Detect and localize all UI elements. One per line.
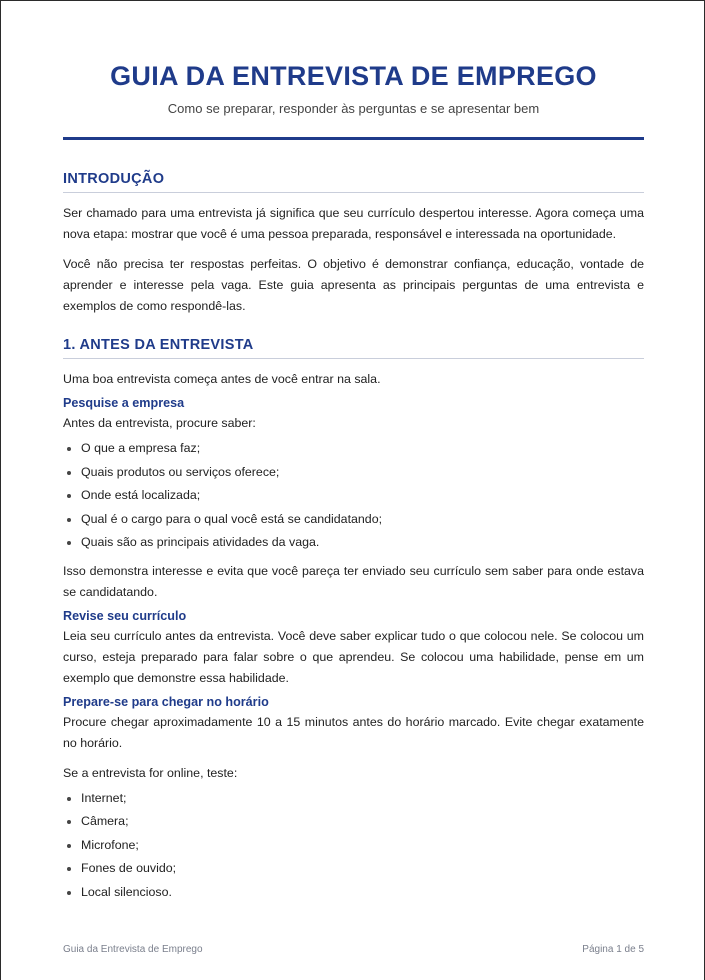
list-item: Quais são as principais atividades da vaga. [63,531,644,555]
footer-document-name: Guia da Entrevista de Emprego [63,944,203,955]
online-checklist [63,787,644,905]
section-heading-before-interview: 1. ANTES DA ENTREVISTA [63,337,644,359]
page-footer [63,944,644,955]
list-item: Local silencioso. [63,881,644,905]
research-lead: Antes da entrevista, procure saber: [63,416,256,430]
subheading-research-company: Pesquise a empresa [63,396,185,410]
document-subtitle: Como se preparar, responder às perguntas e se apresentar bem [167,101,540,116]
intro-paragraph: Você não precisa ter respostas perfeitas. O objetivo é demonstrar confiança, educação, vontade de aprender e interesse pela vaga. Este guia apresenta as principais perguntas de uma entrevista e exemplos de como respondê-las. [63,257,644,313]
list-item: Internet; [63,787,644,811]
section-heading-intro: INTRODUÇÃO [63,171,644,193]
research-closing: Isso demonstra interesse e evita que você pareça ter enviado seu currículo sem saber para onde estava se candidatando. [63,563,644,599]
footer-page-number: Página 1 de 5 [582,944,644,955]
schedule-paragraph: Procure chegar aproximadamente 10 a 15 minutos antes do horário marcado. Evite chegar exatamente no horário. [63,714,644,750]
subheading-arrive-on-time: Prepare-se para chegar no horário [63,694,269,709]
resume-paragraph: Leia seu currículo antes da entrevista. Você deve saber explicar tudo o que colocou nele. Se colocou um curso, esteja preparado para falar sobre o que aprendeu. Se colocou uma habilidade, pense em um exemplo que demonstre essa habilidade. [63,628,644,685]
list-item: Qual é o cargo para o qual você está se candidatando; [63,508,644,532]
document-body [63,171,644,910]
list-item: Câmera; [63,810,644,834]
list-item: Microfone; [63,834,644,858]
intro-paragraph: Ser chamado para uma entrevista já significa que seu currículo despertou interesse. Agora começa uma nova etapa: mostrar que você é uma pessoa preparada, responsável e interessada na oportunidade. [63,206,644,241]
list-item: Fones de ouvido; [63,857,644,881]
online-lead: Se a entrevista for online, teste: [63,765,238,780]
list-item: Quais produtos ou serviços oferece; [63,461,644,485]
document-title: GUIA DA ENTREVISTA DE EMPREGO [110,61,597,91]
research-list [63,437,644,555]
subheading-review-resume: Revise seu currículo [63,608,187,623]
list-item: O que a empresa faz; [63,437,644,461]
list-item: Onde está localizada; [63,484,644,508]
title-divider [63,137,644,140]
section-lead: Uma boa entrevista começa antes de você entrar na sala. [63,372,381,386]
